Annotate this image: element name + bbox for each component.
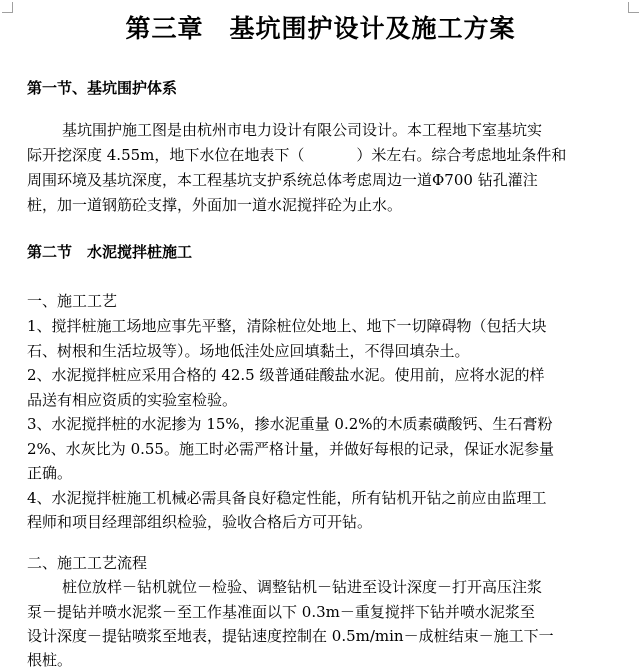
section1-line-3: 周围环境及基坑深度，本工程基坑支护系统总体考虑周边一道Φ700 钻孔灌注: [27, 171, 538, 189]
sub1-line-7: 正确。: [27, 464, 73, 482]
sub1-line-5: 3、水泥搅拌桩的水泥掺为 15%，掺水泥重量 0.2%的木质素磺酸钙、生石膏粉: [27, 415, 553, 433]
section1-line-1: 基坑围护施工图是由杭州市电力设计有限公司设计。本工程地下室基坑实: [62, 121, 543, 139]
section1-heading: 第一节、基坑围护体系: [27, 79, 178, 97]
sub1-line-4: 品送有相应资质的实验室检验。: [27, 391, 238, 409]
section1-line-2: [27, 144, 566, 166]
section2-heading: 第二节 水泥搅拌桩施工: [27, 243, 193, 261]
sub1-title: 一、施工工艺: [27, 292, 118, 310]
sub1-line-2: 石、树根和生活垃圾等）。场地低洼处应回填黏土，不得回填杂土。: [27, 342, 470, 360]
sub2-title: 二、施工工艺流程: [27, 554, 148, 572]
chapter-title: 第三章 基坑围护设计及施工方案: [125, 14, 516, 43]
section1-line-2-part-a: 际开挖深度 4.55m，地下水位在地表下（: [27, 146, 305, 164]
section1-line-2-part-b: ）米左右。综合考虑地址条件和: [356, 146, 567, 164]
sub1-line-1: 1、搅拌桩施工场地应事先平整，清除桩位处地上、地下一切障碍物（包括大块: [27, 317, 547, 335]
sub1-line-9: 程师和项目经理部组织检验，验收合格后方可开钻。: [27, 513, 373, 531]
sub2-line-1: 桩位放样－钻机就位－检验、调整钻机－钻进至设计深度－打开高压注浆: [62, 578, 543, 596]
sub2-line-3: 设计深度－提钻喷浆至地表，提钻速度控制在 0.5m/min－成桩结束－施工下一: [27, 627, 554, 645]
sub2-line-4: 根桩。: [27, 651, 73, 669]
sub2-line-2: 泵－提钻并喷水泥浆－至工作基准面以下 0.3m－重复搅拌下钻并喷水泥浆至: [27, 603, 535, 621]
sub1-line-6: 2%、水灰比为 0.55。施工时必需严格计量，并做好每根的记录，保证水泥参量: [27, 440, 554, 458]
sub1-line-3: 2、水泥搅拌桩应采用合格的 42.5 级普通硅酸盐水泥。使用前，应将水泥的样: [27, 366, 545, 384]
section1-line-4: 桩，加一道钢筋砼支撑，外面加一道水泥搅拌砼为止水。: [27, 196, 403, 214]
sub1-line-8: 4、水泥搅拌桩施工机械必需具备良好稳定性能，所有钻机开钻之前应由监理工: [27, 489, 547, 507]
